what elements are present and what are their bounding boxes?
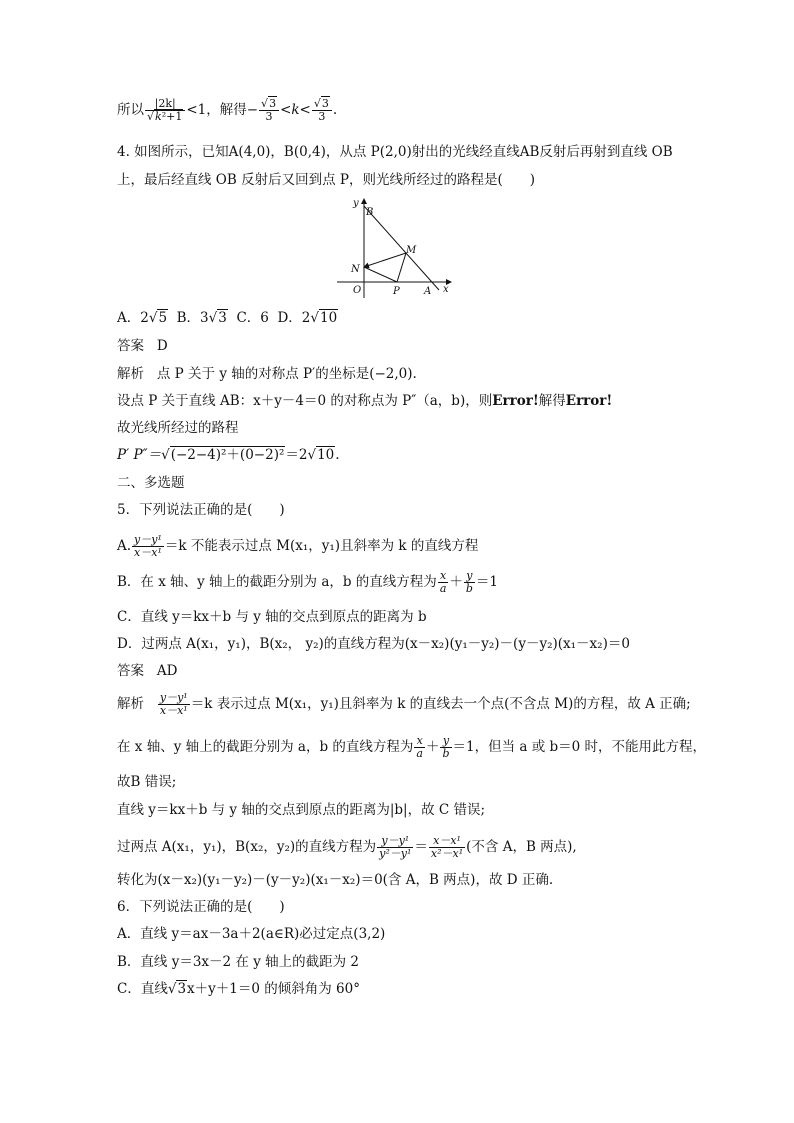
q4-line1: 4. 如图所示，已知A(4,0)，B(0,4)，从点 P(2,0)射出的光线经直线AB反射后再射到直线 OB (117, 144, 673, 160)
q4-option-c: C．6 (236, 310, 269, 326)
intro-frac-den: √k²+1 (147, 110, 183, 123)
q5-optB-f2n: y (464, 570, 475, 583)
q5-optA-prefix: A. (117, 538, 132, 554)
intro-den3-b: 3 (318, 110, 326, 123)
q6-optC-tail: x＋y＋1＝0 的倾斜角为 60° (187, 981, 360, 997)
q5-optA-frac-num: y－y¹ (134, 533, 162, 546)
q4-figure-diagram (335, 196, 455, 300)
label-y: y (353, 198, 359, 209)
q4-option-a: A．2 (117, 310, 149, 326)
ray-np (364, 267, 397, 282)
q4-option-d: D．2 (277, 310, 311, 326)
label-o: O (353, 285, 362, 296)
q6-optC-rad: 3 (177, 981, 187, 997)
q5-an2-f2n: y (440, 735, 451, 748)
q4-analysis2-pre: 设点 P 关于直线 AB：x＋y－4＝0 的对称点为 P″（a，b)，则 (117, 393, 493, 409)
q5-option-d: D．过两点 A(x₁，y₁)，B(x₂， y₂)的直线方程为(x－x₂)(y₁－y₂)－(y－y₂)(x₁－x₂)＝0 (117, 636, 630, 652)
q5-option-c: C．直线 y＝kx＋b 与 y 轴的交点到原点的距离为 b (117, 609, 427, 625)
q5-an1-tail: ＝k 表示过点 M(x₁，y₁)且斜率为 k 的直线去一个点(不含点 M)的方程，故 A 正确; (190, 696, 691, 712)
q4-analysis1-line (117, 364, 417, 384)
intro-frac-den-rad: k (155, 110, 162, 123)
q4-answer-label: 答案 (117, 338, 144, 354)
q4-analysis4-pre: P′ P″＝ (117, 447, 162, 463)
intro-mid: <k< (280, 102, 311, 118)
q5-an5-f1n: y－y¹ (377, 835, 413, 848)
ray-mn (364, 253, 406, 267)
q5-optB-f2d: b (465, 582, 473, 595)
q6-option-c: C．直线√3x＋y＋1＝0 的倾斜角为 60° (117, 981, 360, 997)
q5-analysis2 (117, 735, 706, 760)
q5-an5-eq: ＝ (414, 839, 428, 855)
q5-optB-f1d: a (439, 582, 447, 595)
q5-option-b (117, 570, 498, 595)
line-ab (364, 206, 439, 290)
q5-an2-frac1 (414, 735, 425, 760)
q4-error2: Error! (565, 393, 613, 409)
label-b: B (366, 207, 374, 218)
intro-lt1: <1，解得 (186, 102, 247, 118)
q5-an2-f1d: a (416, 747, 423, 760)
q4-line2: 上，最后经直线 OB 反射后又回到点 P，则光线所经过的路程是( ) (117, 172, 535, 188)
q5-an5-f1d: y²－y¹ (379, 847, 412, 860)
q5-an5-frac2 (429, 835, 465, 860)
label-a: A (424, 286, 432, 297)
q5-optA-frac-den: x－x¹ (134, 546, 162, 559)
intro-root3-a: 3 (269, 97, 277, 110)
q5-optB-frac2 (464, 570, 475, 595)
q5-an2-pre: 在 x 轴、y 轴上的截距分别为 a，b 的直线方程为 (117, 739, 414, 755)
intro-pos-root: $\frac{√3}{3}$ (312, 98, 332, 123)
q5-optB-pre: B．在 x 轴、y 轴上的截距分别为 a，b 的直线方程为 (117, 574, 437, 590)
q5-optA-fraction (132, 534, 164, 559)
q4-analysis4-rad: (−2−4)²＋(0−2)² (170, 447, 285, 463)
q5-optB-plus: ＋ (449, 574, 463, 590)
q6-stem: 6．下列说法正确的是( ) (117, 899, 285, 915)
q5-an2-frac2 (440, 735, 451, 760)
intro-prefix: 所以 (117, 102, 144, 118)
q4-analysis4-line: P′ P″＝√(−2−4)²＋(0−2)²＝2√10. (117, 447, 340, 463)
intro-root3-b: 3 (321, 97, 329, 110)
q5-an2-f2d: b (442, 747, 450, 760)
q5-an5-frac1 (377, 835, 413, 860)
q4-option-d-rad: 10 (320, 310, 338, 326)
q4-analysis4-rad2: 10 (317, 447, 335, 463)
q5-analysis5 (117, 835, 577, 860)
q5-an2-plus: ＋ (425, 739, 440, 755)
q4-analysis4-end: . (335, 447, 340, 463)
q6-optC-pre: C．直线 (117, 981, 168, 997)
q5-analysis3: 故B 错误; (117, 774, 177, 790)
q5-an1-fd: x－x¹ (159, 704, 188, 717)
q4-analysis-label: 解析 (117, 366, 144, 382)
intro-frac-num: |2k| (145, 98, 185, 111)
q5-answer-value: AD (156, 663, 178, 679)
q5-an1-fn: y－y¹ (159, 691, 188, 704)
q5-an5-f2n: x－x¹ (429, 835, 465, 848)
q4-analysis1: 点 P 关于 y 轴的对称点 P′的坐标是(−2,0). (156, 366, 417, 382)
q4-answer (117, 336, 168, 356)
label-x: x (443, 284, 449, 295)
q5-analysis6: 转化为(x－x₂)(y₁－y₂)－(y－y₂)(x₁－x₂)＝0(含 A，B 两点)，故 D 正确. (117, 872, 554, 888)
q5-an1-fraction (158, 692, 190, 717)
q5-an2-f1n: x (414, 735, 425, 748)
q5-an5-pre: 过两点 A(x₁，y₁)，B(x₂，y₂)的直线方程为 (117, 839, 377, 855)
q4-analysis2-mid: 解得 (538, 393, 566, 409)
q5-optB-f1n: x (438, 570, 449, 583)
intro-line (117, 98, 337, 123)
q4-error1: Error! (492, 393, 539, 409)
ray-pm (397, 253, 406, 282)
q5-an2-tail: ＝1，但当 a 或 b＝0 时，不能用此方程， (452, 739, 707, 755)
q5-an5-f2d: x²－x¹ (430, 847, 464, 860)
q5-stem: 5．下列说法正确的是( ) (117, 502, 285, 518)
q5-analysis-label: 解析 (117, 696, 144, 712)
q5-option-a (117, 534, 478, 559)
q5-optA-tail: ＝k 不能表示过点 M(x₁，y₁)且斜率为 k 的直线方程 (164, 538, 479, 554)
q5-optB-end: ＝1 (475, 574, 499, 590)
q4-option-b: B．3 (176, 310, 209, 326)
q5-optB-frac1 (438, 570, 449, 595)
q4-analysis3: 故光线所经过的路程 (117, 420, 239, 436)
q4-option-a-rad: 5 (158, 310, 168, 326)
intro-period: . (332, 102, 338, 118)
intro-den3-a: 3 (265, 110, 273, 123)
q4-analysis2-line (117, 391, 612, 411)
label-n: N (351, 264, 360, 275)
q4-analysis4-eq: ＝2 (285, 447, 308, 463)
q5-analysis1 (117, 692, 691, 717)
q5-answer (117, 661, 177, 681)
intro-fraction (145, 98, 185, 123)
q5-an5-tail: (不含 A，B 两点), (466, 839, 577, 855)
label-m: M (406, 245, 417, 256)
q6-option-a: A．直线 y＝ax－3a＋2(a∈R)必过定点(3,2) (117, 926, 386, 942)
q6-option-b: B．直线 y＝3x－2 在 y 轴上的截距为 2 (117, 954, 360, 970)
intro-neg-root: $\frac{√3}{3}$ (259, 98, 279, 123)
section2-title: 二、多选题 (117, 475, 185, 491)
q5-analysis4: 直线 y＝kx＋b 与 y 轴的交点到原点的距离为|b|，故 C 错误; (117, 802, 486, 818)
label-p: P (393, 286, 400, 297)
q4-options: A．2√5 B．3√3 C．6 D．2√10 (117, 310, 338, 326)
q4-answer-value: D (156, 338, 168, 354)
q5-answer-label: 答案 (117, 663, 144, 679)
q4-option-b-rad: 3 (218, 310, 227, 326)
intro-neg: − (246, 102, 259, 118)
intro-frac-den-tail: +1 (166, 110, 183, 123)
